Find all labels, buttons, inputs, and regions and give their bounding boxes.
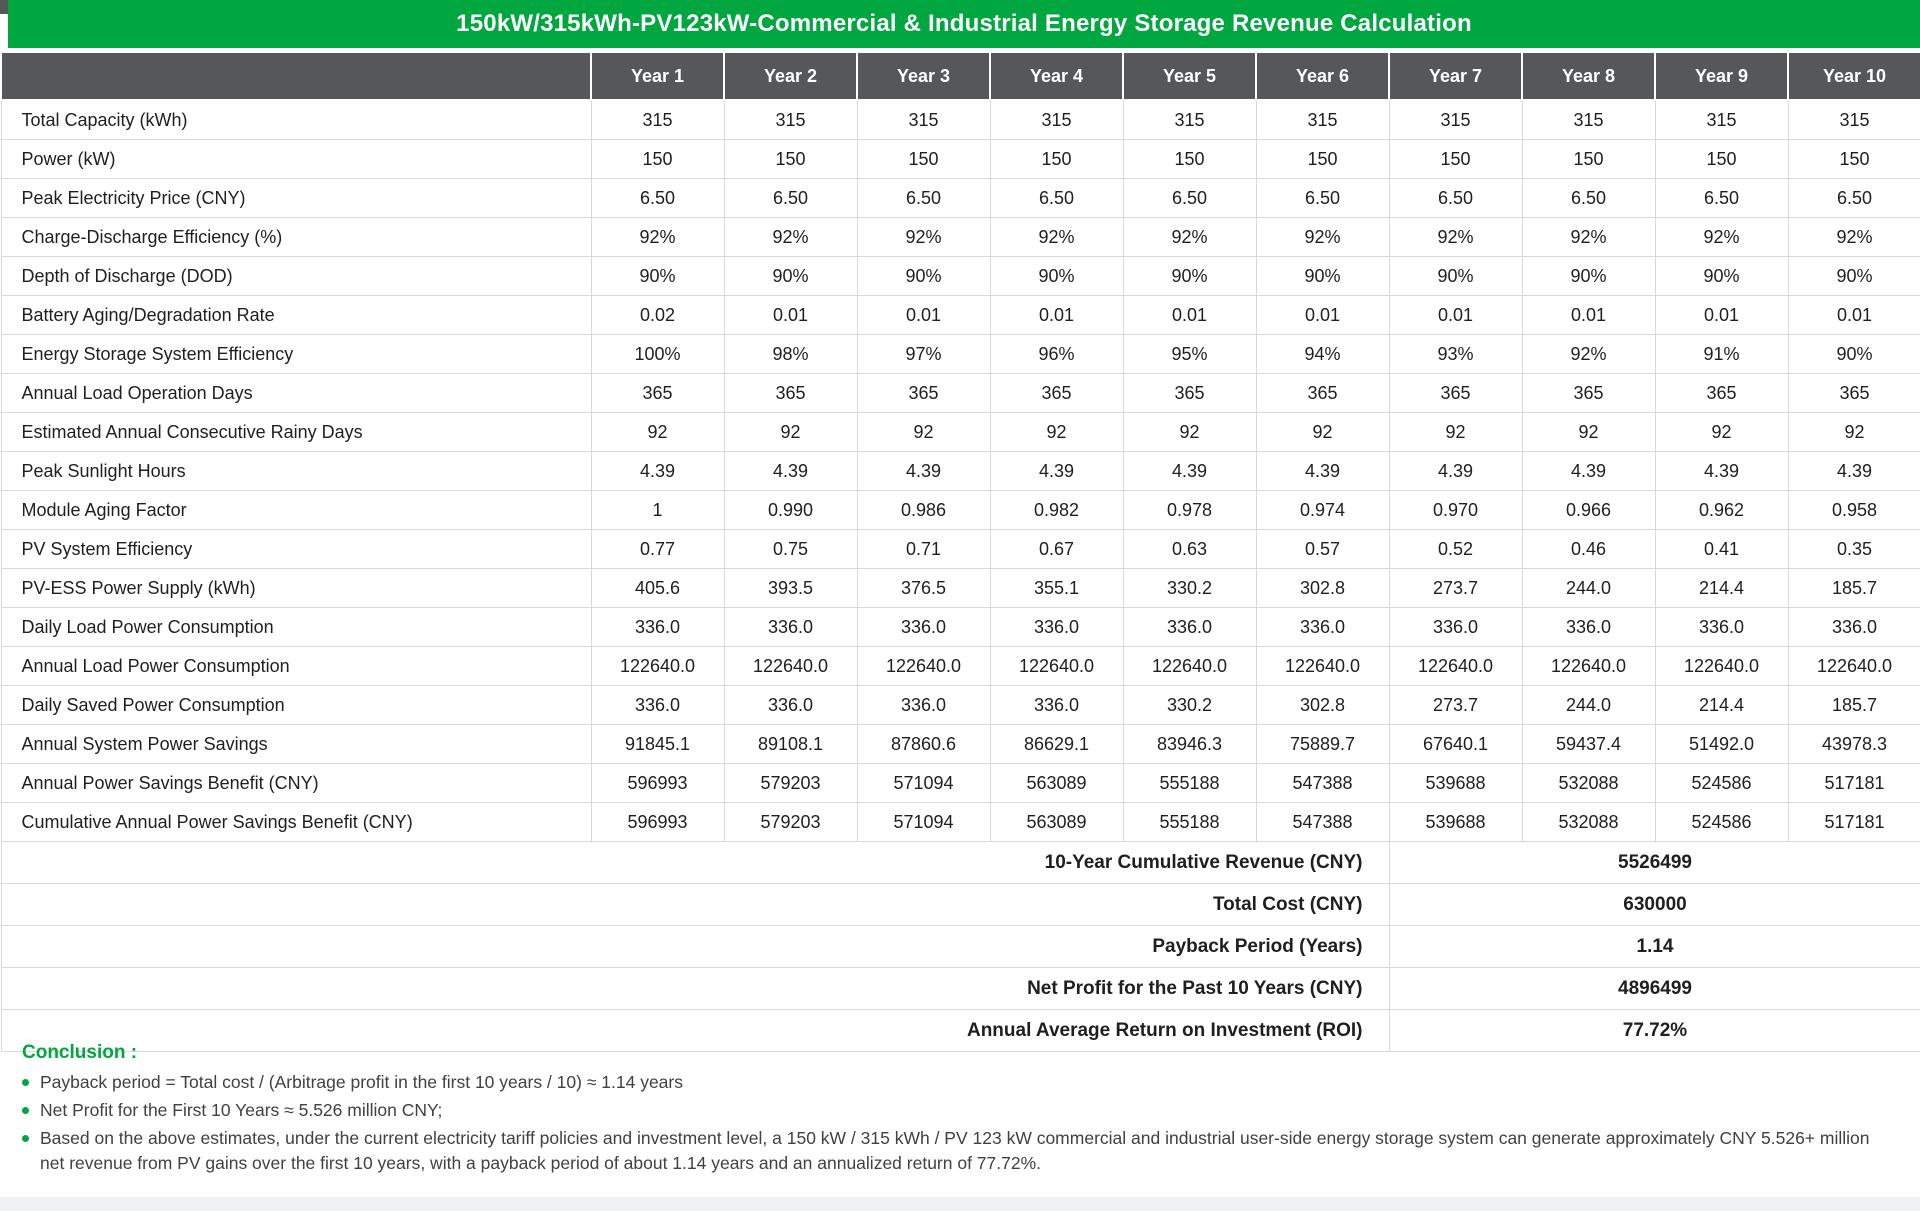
table-row	[1, 530, 1920, 569]
table-row	[1, 335, 1920, 374]
conclusion-bullet-text: Net Profit for the First 10 Years ≈ 5.526 million CNY;	[40, 1100, 443, 1120]
table-row	[1, 725, 1920, 764]
cell: 393.5	[724, 569, 857, 608]
table-row	[1, 647, 1920, 686]
conclusion-bullet	[12, 1126, 1892, 1176]
cell: 214.4	[1655, 686, 1788, 725]
row-label: PV-ESS Power Supply (kWh)	[1, 569, 591, 608]
conclusion-bullet	[12, 1070, 1892, 1095]
cell: 92%	[857, 218, 990, 257]
cell: 273.7	[1389, 569, 1522, 608]
row-label: Depth of Discharge (DOD)	[1, 257, 591, 296]
cell: 0.75	[724, 530, 857, 569]
cell: 0.01	[724, 296, 857, 335]
cell: 96%	[990, 335, 1123, 374]
cell: 4.39	[1655, 452, 1788, 491]
row-label: PV System Efficiency	[1, 530, 591, 569]
cell: 4.39	[724, 452, 857, 491]
cell: 6.50	[591, 179, 724, 218]
table-row	[1, 140, 1920, 179]
cell: 365	[1389, 374, 1522, 413]
cell: 92%	[1522, 218, 1655, 257]
cell: 100%	[591, 335, 724, 374]
year-header: Year 3	[857, 52, 990, 100]
conclusion-bullet-text: Payback period = Total cost / (Arbitrage profit in the first 10 years / 10) ≈ 1.14 years	[40, 1072, 683, 1092]
cell: 4.39	[591, 452, 724, 491]
cell: 4.39	[857, 452, 990, 491]
row-label: Annual Load Operation Days	[1, 374, 591, 413]
row-label: Annual System Power Savings	[1, 725, 591, 764]
cell: 0.01	[990, 296, 1123, 335]
row-label: Module Aging Factor	[1, 491, 591, 530]
cell: 185.7	[1788, 686, 1920, 725]
cell: 92	[1256, 413, 1389, 452]
cell: 89108.1	[724, 725, 857, 764]
cell: 150	[724, 140, 857, 179]
cell: 214.4	[1655, 569, 1788, 608]
conclusion-bullet-text: Based on the above estimates, under the current electricity tariff policies and investment level, a 150 kW / 315 kWh / PV 123 kW commercial and industrial user-side energy storage system can generate approximately CNY 5.526+ million net revenue from PV gains over the first 10 years, with a payback period of about 1.14 years and an annualized return of 77.72%.	[40, 1128, 1870, 1173]
row-label: Battery Aging/Degradation Rate	[1, 296, 591, 335]
cell: 92	[1389, 413, 1522, 452]
revenue-calculation-table	[0, 51, 1920, 1052]
cell: 571094	[857, 803, 990, 842]
year-header: Year 10	[1788, 52, 1920, 100]
table-row	[1, 764, 1920, 803]
row-label: Annual Power Savings Benefit (CNY)	[1, 764, 591, 803]
cell: 315	[724, 100, 857, 140]
cell: 532088	[1522, 803, 1655, 842]
cell: 59437.4	[1522, 725, 1655, 764]
cell: 0.01	[1655, 296, 1788, 335]
title-background	[8, 0, 1920, 48]
cell: 517181	[1788, 764, 1920, 803]
cell: 524586	[1655, 764, 1788, 803]
summary-value: 4896499	[1389, 968, 1920, 1010]
summary-label: Payback Period (Years)	[1, 926, 1389, 968]
cell: 4.39	[1788, 452, 1920, 491]
cell: 365	[1788, 374, 1920, 413]
year-header: Year 8	[1522, 52, 1655, 100]
cell: 150	[990, 140, 1123, 179]
cell: 83946.3	[1123, 725, 1256, 764]
cell: 336.0	[1256, 608, 1389, 647]
cell: 4.39	[1522, 452, 1655, 491]
cell: 6.50	[1655, 179, 1788, 218]
cell: 315	[1389, 100, 1522, 140]
cell: 355.1	[990, 569, 1123, 608]
cell: 555188	[1123, 764, 1256, 803]
cell: 0.71	[857, 530, 990, 569]
cell: 0.41	[1655, 530, 1788, 569]
cell: 4.39	[1256, 452, 1389, 491]
title-corner-notch	[0, 0, 8, 14]
cell: 90%	[1788, 335, 1920, 374]
cell: 92	[591, 413, 724, 452]
cell: 0.978	[1123, 491, 1256, 530]
cell: 90%	[1522, 257, 1655, 296]
cell: 122640.0	[724, 647, 857, 686]
cell: 336.0	[1389, 608, 1522, 647]
cell: 92%	[1655, 218, 1788, 257]
summary-row	[1, 968, 1920, 1010]
cell: 90%	[857, 257, 990, 296]
cell: 532088	[1522, 764, 1655, 803]
table-row	[1, 257, 1920, 296]
cell: 92	[1123, 413, 1256, 452]
cell: 92%	[1123, 218, 1256, 257]
cell: 90%	[724, 257, 857, 296]
cell: 122640.0	[1522, 647, 1655, 686]
cell: 0.01	[1256, 296, 1389, 335]
row-label: Peak Sunlight Hours	[1, 452, 591, 491]
summary-label: Annual Average Return on Investment (ROI)	[1, 1010, 1389, 1052]
table-row	[1, 179, 1920, 218]
table-row	[1, 608, 1920, 647]
cell: 315	[1788, 100, 1920, 140]
cell: 0.46	[1522, 530, 1655, 569]
bullet-dot-icon	[22, 1135, 29, 1142]
cell: 547388	[1256, 803, 1389, 842]
summary-value: 630000	[1389, 884, 1920, 926]
cell: 92%	[1389, 218, 1522, 257]
cell: 0.01	[1522, 296, 1655, 335]
cell: 0.02	[591, 296, 724, 335]
conclusion-bullet	[12, 1098, 1892, 1123]
row-label: Total Capacity (kWh)	[1, 100, 591, 140]
cell: 365	[1123, 374, 1256, 413]
cell: 87860.6	[857, 725, 990, 764]
cell: 92%	[1788, 218, 1920, 257]
cell: 365	[724, 374, 857, 413]
cell: 92	[990, 413, 1123, 452]
cell: 0.01	[1389, 296, 1522, 335]
cell: 517181	[1788, 803, 1920, 842]
table-row	[1, 569, 1920, 608]
summary-label: Net Profit for the Past 10 Years (CNY)	[1, 968, 1389, 1010]
cell: 579203	[724, 803, 857, 842]
cell: 315	[1522, 100, 1655, 140]
cell: 302.8	[1256, 686, 1389, 725]
cell: 0.982	[990, 491, 1123, 530]
cell: 150	[857, 140, 990, 179]
cell: 90%	[990, 257, 1123, 296]
year-header: Year 2	[724, 52, 857, 100]
cell: 0.01	[857, 296, 990, 335]
cell: 6.50	[1522, 179, 1655, 218]
cell: 91845.1	[591, 725, 724, 764]
cell: 336.0	[1123, 608, 1256, 647]
cell: 302.8	[1256, 569, 1389, 608]
summary-value: 5526499	[1389, 842, 1920, 884]
cell: 0.57	[1256, 530, 1389, 569]
table-row	[1, 100, 1920, 140]
conclusion-section	[12, 1042, 1892, 1179]
cell: 336.0	[990, 608, 1123, 647]
bullet-dot-icon	[22, 1107, 29, 1114]
conclusion-list	[12, 1070, 1892, 1176]
cell: 122640.0	[1123, 647, 1256, 686]
cell: 336.0	[990, 686, 1123, 725]
cell: 92	[1522, 413, 1655, 452]
cell: 571094	[857, 764, 990, 803]
cell: 579203	[724, 764, 857, 803]
cell: 336.0	[591, 686, 724, 725]
cell: 336.0	[857, 686, 990, 725]
cell: 273.7	[1389, 686, 1522, 725]
cell: 90%	[1256, 257, 1389, 296]
cell: 4.39	[1123, 452, 1256, 491]
cell: 555188	[1123, 803, 1256, 842]
cell: 6.50	[1788, 179, 1920, 218]
cell: 51492.0	[1655, 725, 1788, 764]
cell: 539688	[1389, 803, 1522, 842]
row-label: Daily Saved Power Consumption	[1, 686, 591, 725]
summary-label: 10-Year Cumulative Revenue (CNY)	[1, 842, 1389, 884]
cell: 92%	[724, 218, 857, 257]
cell: 95%	[1123, 335, 1256, 374]
row-label: Annual Load Power Consumption	[1, 647, 591, 686]
cell: 336.0	[724, 608, 857, 647]
cell: 0.986	[857, 491, 990, 530]
summary-label: Total Cost (CNY)	[1, 884, 1389, 926]
summary-value: 77.72%	[1389, 1010, 1920, 1052]
cell: 315	[1256, 100, 1389, 140]
summary-value: 1.14	[1389, 926, 1920, 968]
cell: 91%	[1655, 335, 1788, 374]
cell: 90%	[1123, 257, 1256, 296]
cell: 244.0	[1522, 569, 1655, 608]
year-header: Year 6	[1256, 52, 1389, 100]
row-label: Energy Storage System Efficiency	[1, 335, 591, 374]
cell: 122640.0	[1389, 647, 1522, 686]
cell: 315	[1123, 100, 1256, 140]
cell: 150	[1655, 140, 1788, 179]
cell: 185.7	[1788, 569, 1920, 608]
cell: 90%	[591, 257, 724, 296]
cell: 6.50	[857, 179, 990, 218]
table-row	[1, 413, 1920, 452]
table-row	[1, 686, 1920, 725]
cell: 0.67	[990, 530, 1123, 569]
summary-row	[1, 842, 1920, 884]
cell: 596993	[591, 803, 724, 842]
cell: 4.39	[990, 452, 1123, 491]
conclusion-heading: Conclusion :	[22, 1042, 138, 1063]
row-label: Cumulative Annual Power Savings Benefit (CNY)	[1, 803, 591, 842]
cell: 365	[990, 374, 1123, 413]
cell: 150	[1123, 140, 1256, 179]
cell: 336.0	[1788, 608, 1920, 647]
cell: 539688	[1389, 764, 1522, 803]
cell: 92%	[990, 218, 1123, 257]
page-title: 150kW/315kWh-PV123kW-Commercial & Industrial Energy Storage Revenue Calculation	[456, 10, 1472, 37]
table-row	[1, 452, 1920, 491]
year-header-row	[1, 52, 1920, 100]
cell: 122640.0	[1655, 647, 1788, 686]
cell: 75889.7	[1256, 725, 1389, 764]
cell: 1	[591, 491, 724, 530]
summary-rows	[1, 842, 1920, 1052]
cell: 524586	[1655, 803, 1788, 842]
cell: 92	[1655, 413, 1788, 452]
cell: 97%	[857, 335, 990, 374]
cell: 4.39	[1389, 452, 1522, 491]
cell: 330.2	[1123, 569, 1256, 608]
cell: 0.990	[724, 491, 857, 530]
cell: 315	[857, 100, 990, 140]
cell: 90%	[1389, 257, 1522, 296]
cell: 563089	[990, 764, 1123, 803]
cell: 86629.1	[990, 725, 1123, 764]
cell: 0.966	[1522, 491, 1655, 530]
year-header: Year 9	[1655, 52, 1788, 100]
cell: 67640.1	[1389, 725, 1522, 764]
cell: 94%	[1256, 335, 1389, 374]
row-label: Power (kW)	[1, 140, 591, 179]
cell: 365	[1522, 374, 1655, 413]
cell: 150	[1256, 140, 1389, 179]
row-label: Daily Load Power Consumption	[1, 608, 591, 647]
bottom-strip	[0, 1197, 1920, 1211]
data-rows	[1, 100, 1920, 842]
cell: 596993	[591, 764, 724, 803]
corner-header-cell	[1, 52, 591, 100]
cell: 376.5	[857, 569, 990, 608]
cell: 122640.0	[857, 647, 990, 686]
cell: 6.50	[990, 179, 1123, 218]
cell: 150	[1522, 140, 1655, 179]
cell: 365	[1655, 374, 1788, 413]
title-bar	[0, 0, 1920, 48]
cell: 0.63	[1123, 530, 1256, 569]
cell: 244.0	[1522, 686, 1655, 725]
cell: 315	[990, 100, 1123, 140]
cell: 405.6	[591, 569, 724, 608]
table-row	[1, 491, 1920, 530]
cell: 0.958	[1788, 491, 1920, 530]
cell: 92	[1788, 413, 1920, 452]
cell: 336.0	[591, 608, 724, 647]
cell: 122640.0	[990, 647, 1123, 686]
cell: 0.52	[1389, 530, 1522, 569]
cell: 547388	[1256, 764, 1389, 803]
row-label: Peak Electricity Price (CNY)	[1, 179, 591, 218]
year-header: Year 1	[591, 52, 724, 100]
cell: 6.50	[1389, 179, 1522, 218]
table-row	[1, 803, 1920, 842]
cell: 336.0	[1522, 608, 1655, 647]
cell: 0.970	[1389, 491, 1522, 530]
cell: 0.974	[1256, 491, 1389, 530]
year-header: Year 5	[1123, 52, 1256, 100]
table-row	[1, 296, 1920, 335]
cell: 150	[1788, 140, 1920, 179]
cell: 0.77	[591, 530, 724, 569]
year-header: Year 7	[1389, 52, 1522, 100]
cell: 98%	[724, 335, 857, 374]
cell: 365	[857, 374, 990, 413]
summary-row	[1, 926, 1920, 968]
cell: 92%	[1522, 335, 1655, 374]
bullet-dot-icon	[22, 1079, 29, 1086]
cell: 150	[591, 140, 724, 179]
cell: 90%	[1655, 257, 1788, 296]
table-row	[1, 218, 1920, 257]
cell: 336.0	[724, 686, 857, 725]
cell: 365	[591, 374, 724, 413]
cell: 365	[1256, 374, 1389, 413]
cell: 92	[724, 413, 857, 452]
cell: 315	[1655, 100, 1788, 140]
cell: 90%	[1788, 257, 1920, 296]
cell: 122640.0	[1788, 647, 1920, 686]
table-row	[1, 374, 1920, 413]
cell: 43978.3	[1788, 725, 1920, 764]
cell: 0.35	[1788, 530, 1920, 569]
cell: 6.50	[1123, 179, 1256, 218]
cell: 0.962	[1655, 491, 1788, 530]
cell: 92%	[591, 218, 724, 257]
cell: 122640.0	[591, 647, 724, 686]
cell: 92%	[1256, 218, 1389, 257]
cell: 93%	[1389, 335, 1522, 374]
year-header: Year 4	[990, 52, 1123, 100]
summary-row	[1, 884, 1920, 926]
cell: 563089	[990, 803, 1123, 842]
cell: 150	[1389, 140, 1522, 179]
cell: 336.0	[1655, 608, 1788, 647]
cell: 0.01	[1123, 296, 1256, 335]
cell: 6.50	[1256, 179, 1389, 218]
cell: 92	[857, 413, 990, 452]
cell: 315	[591, 100, 724, 140]
row-label: Estimated Annual Consecutive Rainy Days	[1, 413, 591, 452]
cell: 336.0	[857, 608, 990, 647]
row-label: Charge-Discharge Efficiency (%)	[1, 218, 591, 257]
cell: 122640.0	[1256, 647, 1389, 686]
cell: 6.50	[724, 179, 857, 218]
cell: 0.01	[1788, 296, 1920, 335]
cell: 330.2	[1123, 686, 1256, 725]
